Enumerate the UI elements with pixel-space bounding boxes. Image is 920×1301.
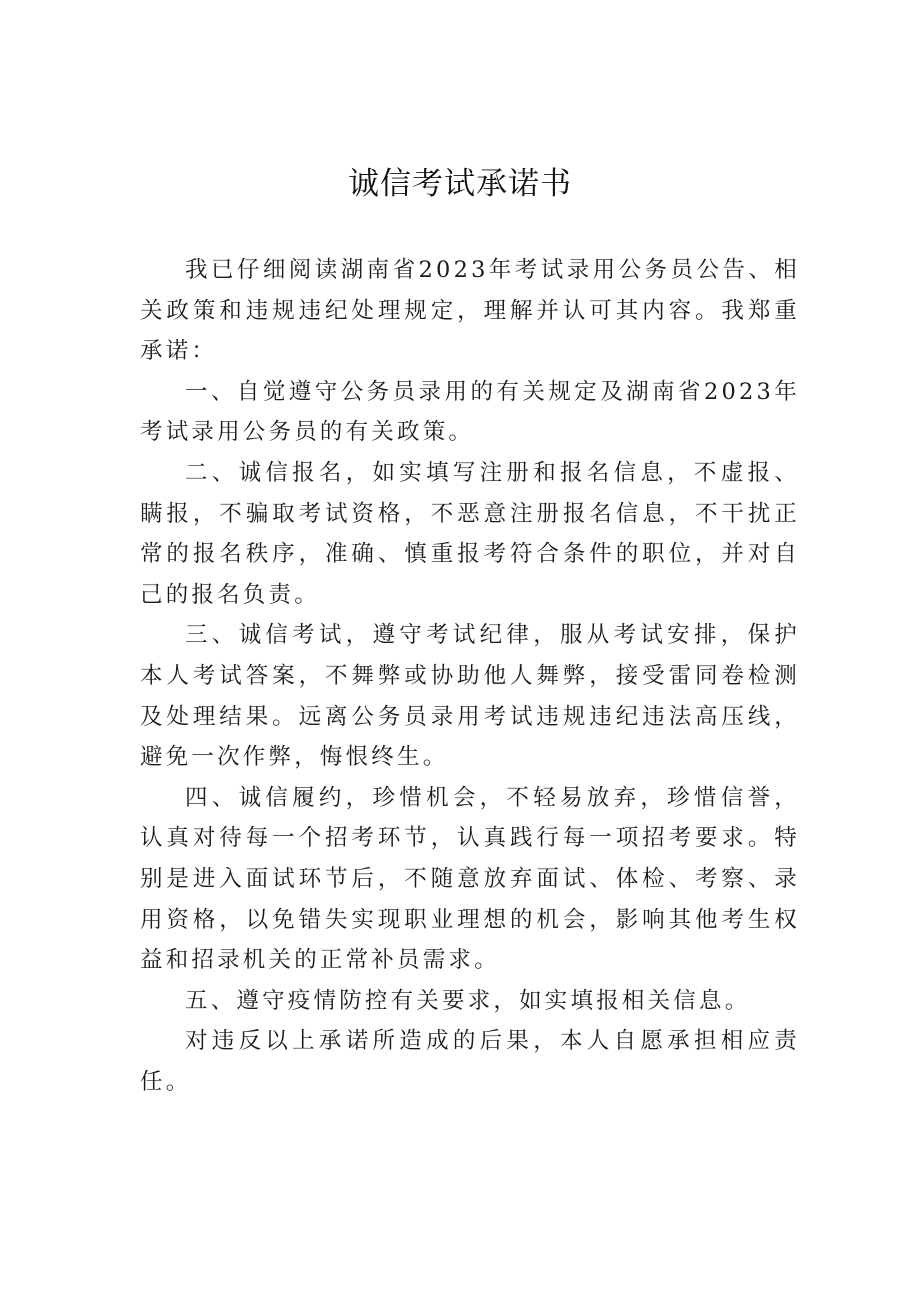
- document-title: 诚信考试承诺书: [348, 166, 572, 202]
- pledge-item-3: 三、诚信考试，遵守考试纪律，服从考试安排，保护本人考试答案，不舞弊或协助他人舞弊，接受雷同卷检测及处理结果。远离公务员录用考试违规违纪违法高压线，避免一次作弊，悔恨终生。: [140, 622, 800, 771]
- closing-paragraph: 对违反以上承诺所造成的后果，本人自愿承担相应责任。: [140, 1028, 800, 1095]
- pledge-item-1: 一、自觉遵守公务员录用的有关规定及湖南省2023年考试录用公务员的有关政策。: [140, 378, 800, 446]
- pledge-item-4: 四、诚信履约，珍惜机会，不轻易放弃，珍惜信誉，认真对待每一个招考环节，认真践行每一项招考要求。特别是进入面试环节后，不随意放弃面试、体检、考察、录用资格，以免错失实现职业理想的机会，影响其他考生权益和招录机关的正常补员需求。: [140, 784, 800, 974]
- document-body: [140, 250, 800, 1102]
- intro-paragraph: 我已仔细阅读湖南省2023年考试录用公务员公告、相关政策和违规违纪处理规定，理解并认可其内容。我郑重承诺：: [140, 257, 800, 365]
- pledge-item-5: 五、遵守疫情防控有关要求，如实填报相关信息。: [185, 987, 751, 1014]
- pledge-item-2: 二、诚信报名，如实填写注册和报名信息，不虚报、瞒报，不骗取考试资格，不恶意注册报名信息，不干扰正常的报名秩序，准确、慎重报考符合条件的职位，并对自己的报名负责。: [140, 459, 800, 608]
